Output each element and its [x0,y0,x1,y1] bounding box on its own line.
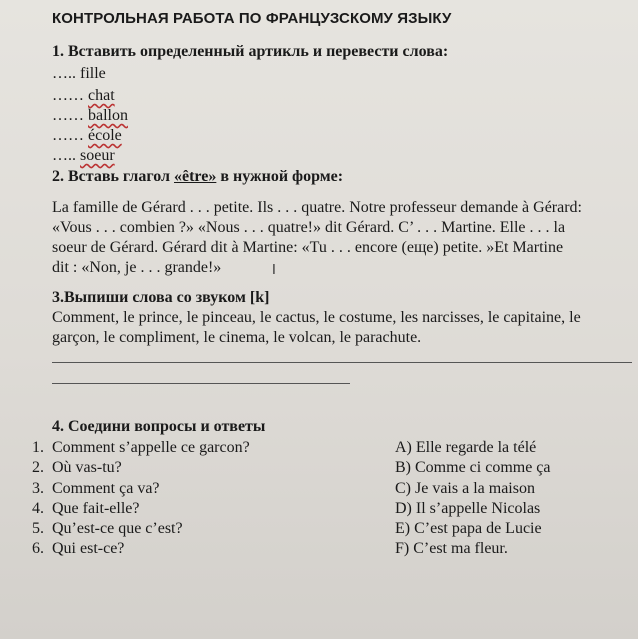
answer-item: A) Elle regarde la télé [395,439,537,456]
answer-line [52,362,632,363]
task4-heading: 4. Соедини вопросы и ответы [52,418,266,435]
task1-item: …… chat [52,87,115,104]
task1-heading: 1. Вставить определенный артикль и перевести слова: [52,43,449,60]
answer-item: F) C’est ma fleur. [395,540,508,557]
task1-item: ….. soeur [52,147,115,164]
answer-line [52,383,350,384]
task1-item: …… ballon [52,107,128,124]
task2-text-line: soeur de Gérard. Gérard dit à Martine: «Tu . . . encore (еще) petite. »Et Martine [52,239,564,256]
question-item: 5. Qu’est-ce que c’est? [32,520,183,537]
text-cursor-icon: I [272,263,276,278]
question-item: 4. Que fait-elle? [32,500,140,517]
question-item: 6. Qui est-ce? [32,540,125,557]
question-item: 3. Comment ça va? [32,480,160,497]
question-item: 1. Comment s’appelle ce garcon? [32,439,250,456]
task1-item: ….. fille [52,65,106,82]
answer-item: B) Comme ci comme ça [395,459,551,476]
answer-item: E) C’est papa de Lucie [395,520,542,537]
task2-text-line: dit : «Non, je . . . grande!» [52,259,222,276]
task2-text-line: «Vous . . . combien ?» «Nous . . . quatre!» dit Gérard. C’ . . . Martine. Elle . . . la [52,219,566,236]
task2-heading: 2. Вставь глагол «être» в нужной форме: [52,168,344,185]
task1-item: …… école [52,127,122,144]
page-title: КОНТРОЛЬНАЯ РАБОТА ПО ФРАНЦУЗСКОМУ ЯЗЫКУ [52,10,452,27]
question-item: 2. Où vas-tu? [32,459,122,476]
answer-item: D) Il s’appelle Nicolas [395,500,541,517]
task3-heading: 3.Выпиши слова со звуком [k] [52,289,270,306]
answer-item: C) Je vais a la maison [395,480,535,497]
task2-text-line: La famille de Gérard . . . petite. Ils . . . quatre. Notre professeur demande à Gérard: [52,199,582,216]
task3-text-line: garçon, le compliment, le cinema, le volcan, le parachute. [52,329,422,346]
task3-text-line: Comment, le prince, le pinceau, le cactus, le costume, les narcisses, le capitaine, le [52,309,581,326]
